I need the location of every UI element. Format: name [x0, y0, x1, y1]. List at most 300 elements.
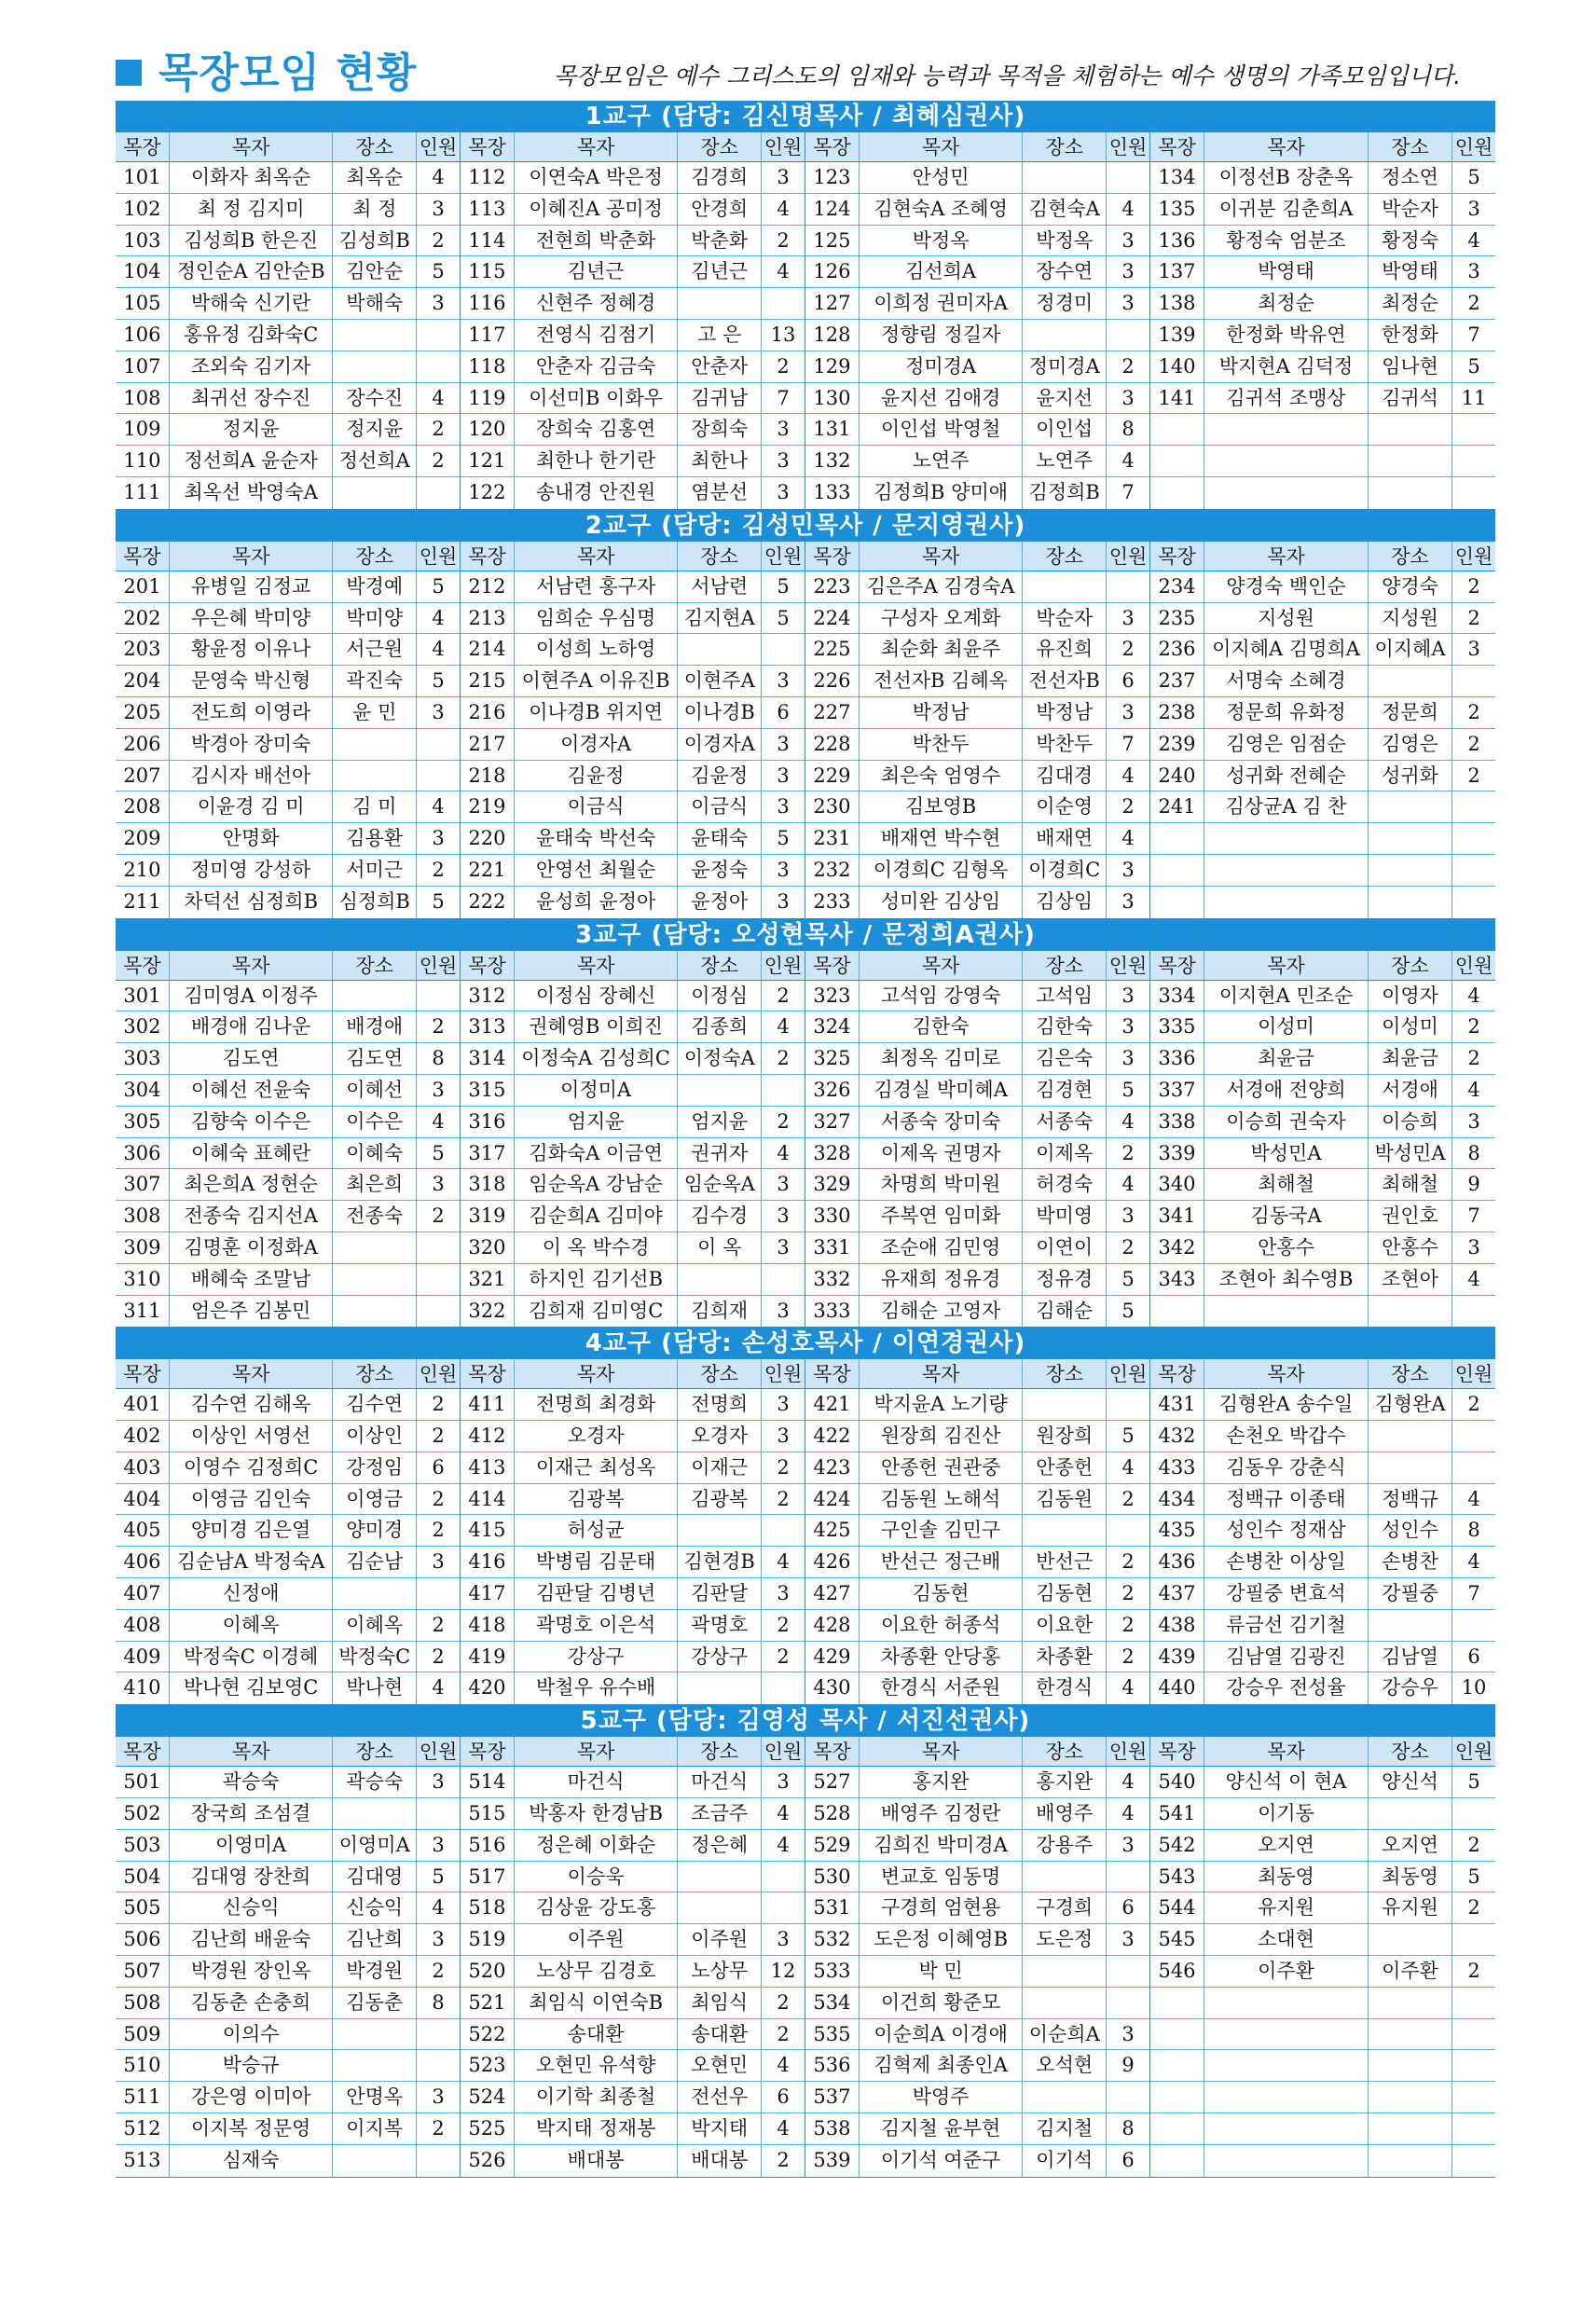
table-column-group: [805, 132, 1150, 509]
member-count: 5: [777, 574, 790, 598]
meeting-place: 최동영: [1369, 1862, 1452, 1892]
group-number: 115: [461, 256, 515, 287]
group-number: 527: [805, 1767, 860, 1797]
member-count: 2: [1121, 1613, 1135, 1636]
table-row: [461, 1578, 805, 1610]
group-number: 213: [461, 603, 515, 634]
table-row: [1150, 1830, 1495, 1862]
meeting-place: 조금주: [678, 1798, 762, 1829]
meeting-place: 이현주A: [678, 666, 762, 696]
group-number: 106: [116, 320, 170, 351]
group-number: 406: [116, 1547, 170, 1577]
member-count: [1107, 2082, 1149, 2112]
member-count: 4: [1121, 1455, 1135, 1479]
header-place: 장소: [1369, 1359, 1452, 1388]
member-count: [762, 634, 805, 665]
header-num: 목장: [461, 542, 515, 571]
member-count: [1452, 2113, 1495, 2144]
table-row: [1150, 1232, 1495, 1264]
member-count: 2: [777, 1645, 790, 1668]
leader-names: 이금식: [515, 791, 679, 822]
group-number: 317: [461, 1138, 515, 1169]
member-count: 3: [777, 480, 790, 503]
meeting-place: 윤정숙: [678, 855, 762, 886]
leader-names: 황윤정 이유나: [170, 634, 334, 665]
meeting-place: 배영주: [1023, 1798, 1107, 1829]
member-count: 2: [1467, 700, 1480, 723]
meeting-place: 고 은: [678, 320, 762, 351]
district-section: [116, 1328, 1495, 1705]
table-row: [461, 1296, 805, 1328]
header-place: 장소: [1023, 1737, 1107, 1766]
meeting-place: [1023, 320, 1107, 351]
leader-names: 이주환: [1204, 1956, 1369, 1987]
member-count: [417, 2145, 460, 2177]
group-number: 514: [461, 1767, 515, 1797]
leader-names: 강승우 전성율: [1204, 1672, 1369, 1704]
leader-names: 최정옥 김미로: [860, 1043, 1024, 1074]
table-row: [461, 1515, 805, 1547]
member-count: 9: [1467, 1173, 1480, 1196]
table-row: [461, 887, 805, 918]
meeting-place: [1023, 1389, 1107, 1420]
table-row: [805, 1421, 1149, 1452]
group-number: 127: [805, 288, 860, 319]
leader-names: 이정심 장혜신: [515, 981, 679, 1012]
member-count: 2: [777, 984, 790, 1007]
meeting-place: [1023, 1515, 1107, 1546]
group-number: 321: [461, 1264, 515, 1295]
leader-names: 김동춘 손충희: [170, 1988, 334, 2018]
table-row: [461, 226, 805, 257]
group-number: 322: [461, 1296, 515, 1328]
leader-names: 김미영A 이정주: [170, 981, 334, 1012]
district-table: [116, 132, 1495, 510]
table-row: [805, 1264, 1149, 1296]
group-number: 512: [116, 2113, 170, 2144]
table-header-row: [116, 951, 460, 981]
leader-names: 이귀분 김춘희A: [1204, 194, 1369, 225]
member-count: [417, 981, 460, 1012]
table-column-group: [461, 1737, 805, 2176]
meeting-place: 원장희: [1023, 1421, 1107, 1452]
meeting-place: 이연이: [1023, 1232, 1107, 1263]
member-count: 4: [432, 638, 445, 661]
member-count: 2: [777, 1047, 790, 1070]
member-count: [1452, 1798, 1495, 1829]
group-number: 401: [116, 1389, 170, 1420]
member-count: 8: [432, 1990, 445, 2014]
leader-names: 원장희 김진산: [860, 1421, 1024, 1452]
table-header-row: [461, 132, 805, 162]
meeting-place: 오경자: [678, 1421, 762, 1452]
header-name: 목자: [515, 542, 679, 571]
district-section: [116, 919, 1495, 1328]
table-row: [461, 2019, 805, 2051]
table-row: [1150, 666, 1495, 697]
group-number: 302: [116, 1012, 170, 1042]
member-count: 3: [432, 292, 445, 315]
leader-names: 임순옥A 강남순: [515, 1169, 679, 1200]
table-row: [805, 1169, 1149, 1201]
group-number: 229: [805, 761, 860, 791]
member-count: 3: [1121, 386, 1135, 409]
group-number: 328: [805, 1138, 860, 1169]
table-row: [116, 1830, 460, 1862]
header-place: 장소: [678, 132, 762, 161]
table-row: [461, 1169, 805, 1201]
leader-names: 전선자B 김혜옥: [860, 666, 1024, 696]
leader-names: 안성민: [860, 162, 1024, 193]
leader-names: 차명희 박미원: [860, 1169, 1024, 1200]
group-number: 228: [805, 729, 860, 760]
leader-names: 이기학 최종철: [515, 2082, 679, 2112]
table-row: [116, 2145, 460, 2177]
group-number: 105: [116, 288, 170, 319]
member-count: 8: [1467, 1519, 1480, 1542]
member-count: [1452, 414, 1495, 445]
leader-names: 김영은 임점순: [1204, 729, 1369, 760]
header-num: 목장: [461, 132, 515, 161]
group-number: 427: [805, 1578, 860, 1609]
table-column-group: [116, 1737, 461, 2176]
group-number: 433: [1150, 1452, 1204, 1483]
leader-names: 도은정 이혜영B: [860, 1924, 1024, 1955]
member-count: 2: [1121, 795, 1135, 819]
member-count: 4: [1121, 1173, 1135, 1196]
table-row: [1150, 1988, 1495, 2019]
group-number: [1150, 2113, 1204, 2144]
table-row: [116, 414, 460, 446]
meeting-place: [678, 1515, 762, 1546]
table-row: [805, 1642, 1149, 1673]
table-row: [1150, 1547, 1495, 1578]
leader-names: 김상균A 김 찬: [1204, 791, 1369, 822]
table-row: [116, 2082, 460, 2113]
member-count: [417, 1232, 460, 1263]
table-row: [805, 823, 1149, 855]
meeting-place: 윤태숙: [678, 823, 762, 854]
meeting-place: 성인수: [1369, 1515, 1452, 1546]
group-number: 407: [116, 1578, 170, 1609]
table-row: [461, 320, 805, 351]
leader-names: 최한나 한기란: [515, 446, 679, 476]
meeting-place: 최임식: [678, 1988, 762, 2018]
table-row: [1150, 887, 1495, 918]
meeting-place: 배대봉: [678, 2145, 762, 2177]
member-count: [1107, 1988, 1149, 2018]
leader-names: 김남열 김광진: [1204, 1642, 1369, 1672]
leader-names: 김동우 강춘식: [1204, 1452, 1369, 1483]
leader-names: 류금선 김기철: [1204, 1610, 1369, 1641]
group-number: 409: [116, 1642, 170, 1672]
meeting-place: 배경애: [333, 1012, 417, 1042]
group-number: 528: [805, 1798, 860, 1829]
member-count: 7: [1467, 323, 1480, 346]
table-row: [461, 162, 805, 194]
meeting-place: 이승희: [1369, 1107, 1452, 1137]
leader-names: 배영주 김정란: [860, 1798, 1024, 1829]
member-count: [1452, 477, 1495, 509]
group-number: 531: [805, 1892, 860, 1923]
meeting-place: 임순옥A: [678, 1169, 762, 1200]
leader-names: 강상구: [515, 1642, 679, 1672]
meeting-place: 마건식: [678, 1767, 762, 1797]
table-header-row: [116, 542, 460, 571]
member-count: 6: [432, 1455, 445, 1479]
leader-names: 신승익: [170, 1892, 334, 1923]
meeting-place: 박순자: [1369, 194, 1452, 225]
group-number: 508: [116, 1988, 170, 2018]
table-row: [116, 288, 460, 320]
meeting-place: 정지윤: [333, 414, 417, 445]
group-number: [1150, 1296, 1204, 1328]
group-number: 343: [1150, 1264, 1204, 1295]
meeting-place: 이혜선: [333, 1075, 417, 1106]
leader-names: 배대봉: [515, 2145, 679, 2177]
member-count: [1452, 446, 1495, 476]
meeting-place: 이정심: [678, 981, 762, 1012]
table-row: [116, 603, 460, 635]
group-number: 102: [116, 194, 170, 225]
meeting-place: 박경예: [333, 571, 417, 602]
leader-names: 최해철: [1204, 1169, 1369, 1200]
table-row: [805, 1798, 1149, 1830]
member-count: 3: [777, 1299, 790, 1322]
group-number: 113: [461, 194, 515, 225]
header-num: 목장: [805, 132, 860, 161]
leader-names: 이혜숙 표혜란: [170, 1138, 334, 1169]
leader-names: 김지철 윤부현: [860, 2113, 1024, 2144]
meeting-place: 고석임: [1023, 981, 1107, 1012]
leader-names: 곽명호 이은석: [515, 1610, 679, 1641]
meeting-place: [1369, 791, 1452, 822]
table-header-row: [1150, 542, 1495, 571]
member-count: 2: [1467, 292, 1480, 315]
group-number: 209: [116, 823, 170, 854]
member-count: 2: [1467, 1047, 1480, 1070]
table-row: [116, 2019, 460, 2051]
table-row: [461, 603, 805, 635]
table-row: [1150, 288, 1495, 320]
group-number: 318: [461, 1169, 515, 1200]
member-count: 3: [1121, 1204, 1135, 1228]
meeting-place: 이요한: [1023, 1610, 1107, 1641]
group-number: 129: [805, 351, 860, 382]
leader-names: 손병찬 이상일: [1204, 1547, 1369, 1577]
leader-names: 정문희 유화정: [1204, 697, 1369, 728]
member-count: 3: [432, 1078, 445, 1101]
table-row: [116, 351, 460, 383]
table-row: [461, 1232, 805, 1264]
leader-names: 황정숙 엄분조: [1204, 226, 1369, 256]
member-count: 3: [432, 1928, 445, 1951]
group-number: 530: [805, 1862, 860, 1892]
group-number: 218: [461, 761, 515, 791]
header-count: 인원: [1454, 544, 1493, 568]
meeting-place: 김광복: [678, 1484, 762, 1515]
meeting-place: [1023, 1988, 1107, 2018]
table-header-row: [116, 132, 460, 162]
table-row: [116, 1642, 460, 1673]
member-count: [417, 1264, 460, 1295]
table-row: [116, 1169, 460, 1201]
table-row: [116, 1515, 460, 1547]
meeting-place: 정백규: [1369, 1484, 1452, 1515]
member-count: [1452, 1421, 1495, 1452]
group-number: 214: [461, 634, 515, 665]
table-row: [1150, 823, 1495, 855]
meeting-place: 이상인: [333, 1421, 417, 1452]
member-count: 2: [432, 858, 445, 881]
leader-names: 이영금 김인숙: [170, 1484, 334, 1515]
leader-names: 박성민A: [1204, 1138, 1369, 1169]
leader-names: 박정남: [860, 697, 1024, 728]
member-count: [1452, 823, 1495, 854]
leader-names: 김희재 김미영C: [515, 1296, 679, 1328]
meeting-place: 박나현: [333, 1672, 417, 1704]
group-number: 107: [116, 351, 170, 382]
member-count: 3: [1121, 606, 1135, 629]
meeting-place: 이 옥: [678, 1232, 762, 1263]
group-number: 327: [805, 1107, 860, 1137]
meeting-place: 유진희: [1023, 634, 1107, 665]
header-place: 장소: [1369, 132, 1452, 161]
group-number: 340: [1150, 1169, 1204, 1200]
meeting-place: 김순남: [333, 1547, 417, 1577]
member-count: [417, 1578, 460, 1609]
group-number: 515: [461, 1798, 515, 1829]
member-count: 2: [1467, 1896, 1480, 1920]
leader-names: 박지태 정재봉: [515, 2113, 679, 2144]
group-number: 312: [461, 981, 515, 1012]
table-row: [116, 1264, 460, 1296]
meeting-place: 김영은: [1369, 729, 1452, 760]
table-row: [116, 2113, 460, 2145]
group-number: 507: [116, 1956, 170, 1987]
group-number: 141: [1150, 383, 1204, 414]
leader-names: 주복연 임미화: [860, 1201, 1024, 1232]
leader-names: 송대환: [515, 2019, 679, 2050]
meeting-place: 김수연: [333, 1389, 417, 1420]
group-number: 123: [805, 162, 860, 193]
group-number: 223: [805, 571, 860, 602]
meeting-place: 최윤금: [1369, 1043, 1452, 1074]
meeting-place: 김안순: [333, 256, 417, 287]
group-number: 506: [116, 1924, 170, 1955]
meeting-place: [1369, 2050, 1452, 2081]
member-count: 2: [432, 1424, 445, 1448]
meeting-place: [333, 2019, 417, 2050]
group-number: 539: [805, 2145, 860, 2177]
member-count: [417, 2019, 460, 2050]
header-place: 장소: [678, 951, 762, 980]
meeting-place: [1369, 414, 1452, 445]
meeting-place: 윤지선: [1023, 383, 1107, 414]
member-count: 3: [1121, 2022, 1135, 2045]
table-row: [805, 1767, 1149, 1798]
leader-names: [1204, 1988, 1369, 2018]
leader-names: 박홍자 한경남B: [515, 1798, 679, 1829]
leader-names: 이정미A: [515, 1075, 679, 1106]
leader-names: 노연주: [860, 446, 1024, 476]
group-number: 336: [1150, 1043, 1204, 1074]
leader-names: 구성자 오계화: [860, 603, 1024, 634]
leader-names: [1204, 2145, 1369, 2177]
member-count: 4: [777, 2054, 790, 2077]
group-number: 411: [461, 1389, 515, 1420]
leader-names: 전도희 이영라: [170, 697, 334, 728]
header-count: 인원: [1454, 1363, 1493, 1386]
leader-names: 서남련 홍구자: [515, 571, 679, 602]
meeting-place: 서종숙: [1023, 1107, 1107, 1137]
member-count: [417, 729, 460, 760]
leader-names: 정향림 정길자: [860, 320, 1024, 351]
member-count: 3: [1121, 889, 1135, 913]
group-number: 323: [805, 981, 860, 1012]
table-row: [1150, 1515, 1495, 1547]
meeting-place: 이수은: [333, 1107, 417, 1137]
meeting-place: 곽명호: [678, 1610, 762, 1641]
leader-names: 성귀화 전혜순: [1204, 761, 1369, 791]
table-row: [1150, 1862, 1495, 1893]
group-number: 546: [1150, 1956, 1204, 1987]
meeting-place: 최옥순: [333, 162, 417, 193]
member-count: 2: [432, 228, 445, 252]
table-row: [805, 1484, 1149, 1516]
leader-names: 최은희A 정현순: [170, 1169, 334, 1200]
member-count: 5: [432, 260, 445, 283]
table-row: [1150, 1672, 1495, 1704]
group-number: 408: [116, 1610, 170, 1641]
member-count: 2: [1467, 732, 1480, 755]
table-row: [805, 162, 1149, 194]
table-row: [1150, 1798, 1495, 1830]
meeting-place: 박춘화: [678, 226, 762, 256]
header-place: 장소: [333, 951, 417, 980]
meeting-place: 박지태: [678, 2113, 762, 2144]
table-row: [116, 226, 460, 257]
meeting-place: 강승우: [1369, 1672, 1452, 1704]
meeting-place: 도은정: [1023, 1924, 1107, 1955]
group-number: 311: [116, 1296, 170, 1328]
member-count: 3: [777, 764, 790, 787]
table-row: [461, 1830, 805, 1862]
leader-names: 오현민 유석향: [515, 2050, 679, 2081]
leader-names: 엄은주 김봉민: [170, 1296, 334, 1328]
leader-names: 김순남A 박정숙A: [170, 1547, 334, 1577]
meeting-place: 권귀자: [678, 1138, 762, 1169]
member-count: 3: [432, 827, 445, 850]
group-number: 435: [1150, 1515, 1204, 1546]
member-count: 4: [1467, 984, 1480, 1007]
meeting-place: 정은혜: [678, 1830, 762, 1861]
leader-names: 이혜선 전윤숙: [170, 1075, 334, 1106]
leader-names: 김해순 고영자: [860, 1296, 1024, 1328]
meeting-place: 김동원: [1023, 1484, 1107, 1515]
district-section: [116, 510, 1495, 919]
member-count: 2: [432, 1393, 445, 1416]
table-row: [1150, 1484, 1495, 1516]
table-row: [461, 1672, 805, 1704]
leader-names: 이기동: [1204, 1798, 1369, 1829]
header-num: 목장: [805, 951, 860, 980]
header-name: 목자: [1204, 132, 1369, 161]
leader-names: 서경애 전양희: [1204, 1075, 1369, 1106]
group-number: 329: [805, 1169, 860, 1200]
table-header-row: [461, 542, 805, 571]
leader-names: [1204, 2113, 1369, 2144]
